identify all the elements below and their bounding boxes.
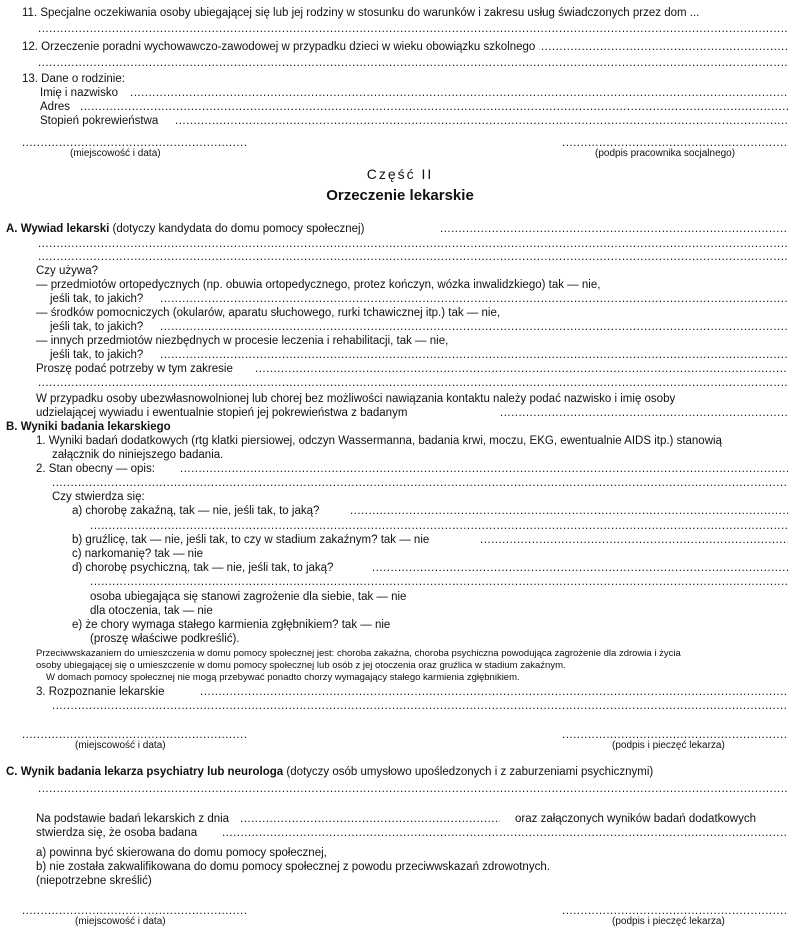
contra-text-2: osoby ubiegającej się o umieszczenie w domu pomocy społecznej lub osób z jej otoczenia oraz gruźlica w stadium zakaźnym. — [36, 660, 566, 671]
section-a-title: A. Wywiad lekarski — [6, 223, 110, 235]
basis-line-2[interactable] — [0, 826, 800, 840]
contraindication-1 — [0, 648, 800, 660]
q13-address-label: Adres — [40, 100, 73, 114]
option-a[interactable] — [0, 846, 800, 860]
state-b-text: b) gruźlicę, tak — nie, jeśli tak, to czy w stadium zakaźnym? tak — nie — [72, 533, 432, 547]
part-label: Część II — [366, 166, 434, 182]
signature-place-date-caption-3: (miejscowość i data) — [75, 916, 166, 927]
uses-3-text: — innych przedmiotów niezbędnych w procesie leczenia i rehabilitacji, tak — nie, — [36, 335, 449, 347]
basis-text-2: stwierdza się, że osoba badana — [36, 826, 200, 840]
state-e-2-text: (proszę właściwe podkreślić). — [90, 633, 240, 645]
needs-label: Proszę podać potrzeby w tym zakresie — [36, 362, 236, 376]
state-d-text: d) chorobę psychiczną, tak — nie, jeśli tak, to jaką? — [72, 561, 336, 575]
uses-2-field[interactable] — [0, 320, 800, 334]
section-b-heading — [0, 420, 800, 434]
signature-doctor-line-2[interactable] — [562, 904, 787, 916]
signature-place-date-caption: (miejscowość i data) — [70, 148, 161, 159]
uses-2-text: — środków pomocniczych (okularów, aparatu słuchowego, rurki tchawicznej itp.) tak — nie, — [36, 307, 501, 319]
state-e — [0, 618, 800, 632]
section-a-fill-2[interactable] — [0, 250, 800, 264]
b1-text-1: 1. Wyniki badań dodatkowych (rtg klatki piersiowej, odczyn Wassermanna, badania krwi, moczu, EKG, ewentualnie AIDS itp.) stanowią — [36, 435, 722, 447]
section-c-fill[interactable] — [0, 782, 800, 796]
q11-line — [0, 6, 800, 22]
basis-text-1a: Na podstawie badań lekarskich z dnia — [36, 812, 232, 826]
signature-doctor-caption: (podpis i pieczęć lekarza) — [612, 740, 725, 751]
section-a-note: (dotyczy kandydata do domu pomocy społecznej) — [112, 223, 365, 235]
b2-fill[interactable] — [0, 476, 800, 490]
signature-place-date-line[interactable] — [22, 136, 247, 148]
state-c — [0, 547, 800, 561]
option-note — [0, 874, 800, 888]
part-title: Orzeczenie lekarskie — [326, 187, 474, 204]
section-c-note: (dotyczy osób umysłowo upośledzonych i z zaburzeniami psychicznymi) — [286, 766, 654, 778]
uses-2-which: jeśli tak, to jakich? — [50, 320, 146, 334]
signature-place-date-line-2[interactable] — [22, 728, 247, 740]
needs-fill[interactable] — [0, 376, 800, 390]
b3-fill[interactable] — [0, 699, 800, 713]
q13-relation-label: Stopień pokrewieństwa — [40, 114, 161, 128]
needs-field[interactable] — [0, 362, 800, 376]
signature-doctor-caption-2: (podpis i pieczęć lekarza) — [612, 916, 725, 927]
state-d-1-text: osoba ubiegająca się stanowi zagrożenie dla siebie, tak — nie — [90, 591, 407, 603]
state-b-field[interactable] — [0, 533, 800, 547]
state-a-field[interactable] — [0, 504, 800, 518]
contraindication-3 — [0, 672, 800, 684]
section-c-heading — [0, 765, 800, 781]
uses-1 — [0, 278, 800, 292]
option-a-text: a) powinna być skierowana do domu pomocy społecznej, — [36, 847, 327, 859]
incapacitated-note-2[interactable] — [0, 406, 800, 420]
contra-text-3: W domach pomocy społecznej nie mogą przebywać ponadto chorzy wymagający stałego karmienia zgłębnikiem. — [46, 672, 520, 683]
q13-relation-field[interactable] — [0, 114, 800, 128]
option-b-text: b) nie została zakwalifikowana do domu pomocy społecznej z powodu przeciwwskazań zdrowotnych. — [36, 861, 550, 873]
b2-label: 2. Stan obecny — opis: — [36, 462, 158, 476]
uses-3-which: jeśli tak, to jakich? — [50, 348, 146, 362]
section-a-heading[interactable] — [0, 222, 800, 238]
state-c-text: c) narkomanię? tak — nie — [72, 548, 204, 560]
state-a-text: a) chorobę zakaźną, tak — nie, jeśli tak, to jaką? — [72, 504, 322, 518]
states-label: Czy stwierdza się: — [52, 491, 145, 503]
b1-text-2: załącznik do niniejszego badania. — [52, 449, 224, 461]
state-a-fill[interactable] — [0, 519, 800, 533]
b3-label: 3. Rozpoznanie lekarskie — [36, 685, 168, 699]
section-c-title: C. Wynik badania lekarza psychiatry lub neurologa — [6, 766, 284, 778]
q12-line[interactable] — [0, 40, 800, 56]
signature-social-worker-line[interactable] — [562, 136, 787, 148]
uses-3-field[interactable] — [0, 348, 800, 362]
state-d-2-text: dla otoczenia, tak — nie — [90, 605, 213, 617]
q11-text: 11. Specjalne oczekiwania osoby ubiegającej się lub jej rodziny w stosunku do warunków i zakresu usług świadczonych przez dom ... — [22, 7, 700, 19]
uses-1-text: — przedmiotów ortopedycznych (np. obuwia ortopedycznego, protez kończyn, wózka inwalidzkiego) tak — nie, — [36, 279, 601, 291]
q13-name-field[interactable] — [0, 86, 800, 100]
incap-text-1: W przypadku osoby ubezwłasnowolnionej lub chorej bez możliwości nawiązania kontaktu należy podać nazwisko i imię osoby — [36, 393, 676, 405]
q13-name-label: Imię i nazwisko — [40, 86, 121, 100]
state-d-field[interactable] — [0, 561, 800, 575]
b1-line-2 — [0, 448, 800, 462]
b3-field[interactable] — [0, 685, 800, 699]
incap-text-2: udzielającej wywiadu i ewentualnie stopień jej pokrewieństwa z badanym — [36, 406, 410, 420]
signature-place-date-line-3[interactable] — [22, 904, 247, 916]
option-b[interactable] — [0, 860, 800, 874]
state-e-2 — [0, 632, 800, 646]
basis-text-1b: oraz załączonych wyników badań dodatkowych — [512, 812, 756, 826]
state-d-fill[interactable] — [0, 575, 800, 589]
q13-label: 13. Dane o rodzinie: — [22, 73, 125, 85]
q13-title — [0, 72, 800, 86]
contra-text-1: Przeciwwskazaniem do umieszczenia w domu pomocy społecznej jest: choroba zakaźna, choroba psychiczna powodująca zagrożenie dla zdrowia i życia — [36, 648, 681, 659]
contraindication-2 — [0, 660, 800, 672]
q12-text: 12. Orzeczenie poradni wychowawczo-zawodowej w przypadku dzieci w wieku obowiązku szkolnego — [22, 40, 539, 54]
q12-fill[interactable] — [0, 56, 800, 70]
uses-1-which: jeśli tak, to jakich? — [50, 292, 146, 306]
signature-doctor-line[interactable] — [562, 728, 787, 740]
signature-social-worker-caption: (podpis pracownika socjalnego) — [595, 148, 736, 159]
signature-place-date-caption-2: (miejscowość i data) — [75, 740, 166, 751]
uses-2 — [0, 306, 800, 320]
section-a-fill-1[interactable] — [0, 237, 800, 251]
incapacitated-note-1 — [0, 392, 800, 406]
b2-field[interactable] — [0, 462, 800, 476]
state-e-text: e) że chory wymaga stałego karmienia zgłębnikiem? tak — nie — [72, 619, 391, 631]
basis-line-1[interactable] — [0, 812, 800, 826]
uses-3 — [0, 334, 800, 348]
uses-label: Czy używa? — [36, 265, 98, 277]
q11-fill[interactable] — [0, 22, 800, 36]
uses-1-field[interactable] — [0, 292, 800, 306]
state-d-1 — [0, 590, 800, 604]
option-note-text: (niepotrzebne skreślić) — [36, 875, 152, 887]
section-b-title: B. Wyniki badania lekarskiego — [6, 421, 171, 433]
uses-question — [0, 264, 800, 278]
b1-line-1 — [0, 434, 800, 448]
state-d-2 — [0, 604, 800, 618]
q13-address-field[interactable] — [0, 100, 800, 114]
states-question — [0, 490, 800, 504]
